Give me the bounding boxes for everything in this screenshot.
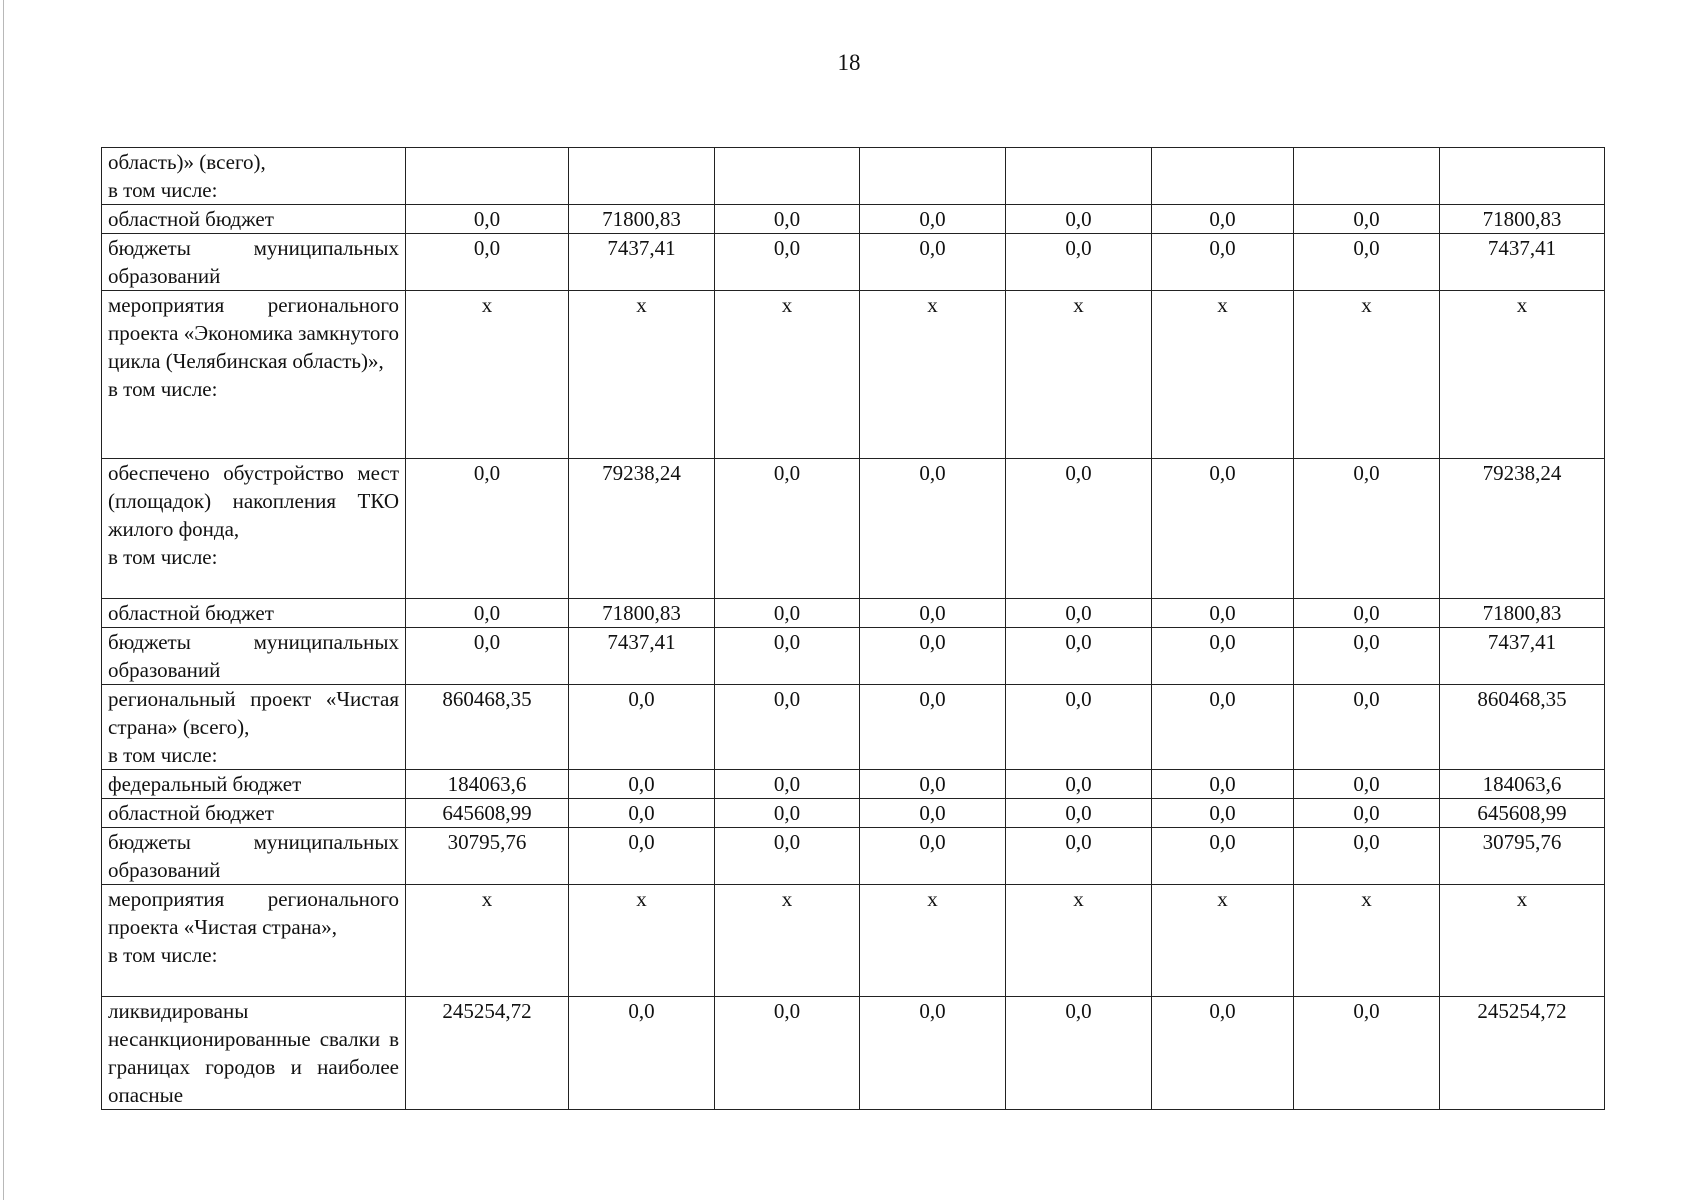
table-row	[102, 234, 1605, 291]
row-label: мероприятия регионального проекта «Чистая страна», в том числе:	[108, 887, 399, 967]
value-cell: 860468,35	[1440, 685, 1605, 770]
value-cell: x	[1006, 291, 1152, 459]
value-cell: 0,0	[1294, 599, 1440, 628]
value-cell: 0,0	[715, 205, 860, 234]
row-label: областной бюджет	[108, 601, 274, 625]
value-cell	[569, 148, 715, 205]
value-cell	[1294, 148, 1440, 205]
value-cell: 0,0	[1006, 459, 1152, 599]
value-cell: 0,0	[1294, 628, 1440, 685]
value-cell: 0,0	[715, 997, 860, 1110]
row-label: областной бюджет	[108, 207, 274, 231]
row-label-cell	[102, 599, 406, 628]
value-cell: 0,0	[1006, 770, 1152, 799]
value-cell: 0,0	[860, 599, 1006, 628]
value-cell: 0,0	[715, 770, 860, 799]
value-cell: 71800,83	[569, 205, 715, 234]
value-cell: x	[860, 291, 1006, 459]
value-cell: 30795,76	[1440, 828, 1605, 885]
value-cell: 0,0	[1152, 234, 1294, 291]
value-cell: 0,0	[569, 799, 715, 828]
table-row	[102, 997, 1605, 1110]
value-cell: 0,0	[569, 828, 715, 885]
value-cell: 0,0	[1006, 997, 1152, 1110]
value-cell: 0,0	[860, 828, 1006, 885]
row-label: бюджеты муниципальных образований	[108, 630, 399, 682]
value-cell: 245254,72	[406, 997, 569, 1110]
value-cell: 0,0	[406, 234, 569, 291]
value-cell: 0,0	[860, 799, 1006, 828]
table-row	[102, 205, 1605, 234]
budget-table	[101, 147, 1605, 1110]
row-label-cell	[102, 148, 406, 205]
value-cell: 0,0	[860, 628, 1006, 685]
value-cell: 7437,41	[569, 234, 715, 291]
value-cell: 0,0	[1152, 828, 1294, 885]
value-cell	[1006, 148, 1152, 205]
row-label-cell	[102, 291, 406, 459]
value-cell: x	[860, 885, 1006, 997]
row-label-cell	[102, 205, 406, 234]
value-cell	[1440, 148, 1605, 205]
value-cell: 0,0	[1006, 234, 1152, 291]
value-cell: 0,0	[569, 997, 715, 1110]
table-row	[102, 828, 1605, 885]
value-cell: 0,0	[1294, 685, 1440, 770]
table-row	[102, 148, 1605, 205]
value-cell: 7437,41	[569, 628, 715, 685]
value-cell: 0,0	[1152, 685, 1294, 770]
row-label: область)» (всего), в том числе:	[108, 150, 266, 202]
value-cell: 0,0	[860, 234, 1006, 291]
value-cell: 0,0	[1152, 799, 1294, 828]
value-cell: x	[1440, 291, 1605, 459]
value-cell: x	[1152, 291, 1294, 459]
table-row	[102, 685, 1605, 770]
row-label: обеспечено обустройство мест (площадок) накопления ТКО жилого фонда, в том числе:	[108, 461, 399, 569]
row-label-cell	[102, 770, 406, 799]
value-cell: 79238,24	[569, 459, 715, 599]
value-cell: 0,0	[569, 770, 715, 799]
value-cell: 0,0	[1294, 997, 1440, 1110]
row-label-cell	[102, 885, 406, 997]
value-cell: 0,0	[715, 628, 860, 685]
value-cell: 0,0	[860, 770, 1006, 799]
value-cell: x	[406, 885, 569, 997]
value-cell	[406, 148, 569, 205]
value-cell: x	[715, 885, 860, 997]
value-cell: 0,0	[1152, 997, 1294, 1110]
row-label-cell	[102, 799, 406, 828]
value-cell: x	[569, 885, 715, 997]
value-cell: 0,0	[1006, 599, 1152, 628]
value-cell: 184063,6	[406, 770, 569, 799]
value-cell: 71800,83	[569, 599, 715, 628]
scan-edge-line	[3, 0, 4, 1200]
value-cell: 0,0	[860, 685, 1006, 770]
value-cell: 0,0	[1294, 205, 1440, 234]
row-label-cell	[102, 828, 406, 885]
value-cell: 79238,24	[1440, 459, 1605, 599]
value-cell: 0,0	[406, 205, 569, 234]
row-label-cell	[102, 459, 406, 599]
value-cell: 0,0	[715, 799, 860, 828]
value-cell: 0,0	[1152, 459, 1294, 599]
row-label: ликвидированы несанкционированные свалки в границах городов и наиболее опасные	[108, 999, 399, 1107]
value-cell: 0,0	[1152, 205, 1294, 234]
value-cell: 645608,99	[406, 799, 569, 828]
value-cell: x	[1440, 885, 1605, 997]
value-cell: 0,0	[1006, 205, 1152, 234]
value-cell: x	[1006, 885, 1152, 997]
value-cell: 0,0	[715, 459, 860, 599]
value-cell: 0,0	[1294, 459, 1440, 599]
value-cell: 0,0	[1006, 828, 1152, 885]
row-label-cell	[102, 628, 406, 685]
value-cell: 7437,41	[1440, 628, 1605, 685]
value-cell: 0,0	[1152, 628, 1294, 685]
table-row	[102, 885, 1605, 997]
value-cell: x	[406, 291, 569, 459]
value-cell: 645608,99	[1440, 799, 1605, 828]
row-label: бюджеты муниципальных образований	[108, 236, 399, 288]
value-cell: 0,0	[715, 828, 860, 885]
table-row	[102, 599, 1605, 628]
row-label-cell	[102, 234, 406, 291]
value-cell: x	[1152, 885, 1294, 997]
value-cell: 30795,76	[406, 828, 569, 885]
value-cell: 0,0	[1006, 799, 1152, 828]
value-cell: 0,0	[1006, 685, 1152, 770]
page-number: 18	[837, 50, 861, 75]
value-cell: 0,0	[1152, 599, 1294, 628]
value-cell: 0,0	[1294, 799, 1440, 828]
value-cell: 0,0	[1294, 234, 1440, 291]
table-body	[102, 148, 1605, 1110]
value-cell: x	[1294, 291, 1440, 459]
row-label: региональный проект «Чистая страна» (всего), в том числе:	[108, 687, 399, 767]
value-cell: 0,0	[406, 459, 569, 599]
value-cell	[860, 148, 1006, 205]
row-label: бюджеты муниципальных образований	[108, 830, 399, 882]
value-cell: 0,0	[715, 685, 860, 770]
table-row	[102, 459, 1605, 599]
row-label: федеральный бюджет	[108, 772, 302, 796]
value-cell	[1152, 148, 1294, 205]
value-cell: 0,0	[1152, 770, 1294, 799]
value-cell: 184063,6	[1440, 770, 1605, 799]
value-cell: 860468,35	[406, 685, 569, 770]
value-cell: 0,0	[406, 628, 569, 685]
value-cell: 71800,83	[1440, 599, 1605, 628]
value-cell: 0,0	[860, 205, 1006, 234]
table-row	[102, 770, 1605, 799]
table-row	[102, 799, 1605, 828]
value-cell: x	[715, 291, 860, 459]
value-cell: 245254,72	[1440, 997, 1605, 1110]
value-cell: 0,0	[1294, 770, 1440, 799]
row-label: мероприятия регионального проекта «Экономика замкнутого цикла (Челябинская область)», в том числе:	[108, 293, 399, 401]
value-cell: x	[1294, 885, 1440, 997]
row-label-cell	[102, 997, 406, 1110]
value-cell: 0,0	[860, 997, 1006, 1110]
value-cell: 0,0	[860, 459, 1006, 599]
value-cell: 0,0	[715, 234, 860, 291]
value-cell: 0,0	[1006, 628, 1152, 685]
value-cell: x	[569, 291, 715, 459]
value-cell: 71800,83	[1440, 205, 1605, 234]
table-row	[102, 628, 1605, 685]
table-row	[102, 291, 1605, 459]
value-cell: 0,0	[715, 599, 860, 628]
row-label: областной бюджет	[108, 801, 274, 825]
row-label-cell	[102, 685, 406, 770]
value-cell: 0,0	[406, 599, 569, 628]
value-cell	[715, 148, 860, 205]
value-cell: 0,0	[569, 685, 715, 770]
value-cell: 7437,41	[1440, 234, 1605, 291]
value-cell: 0,0	[1294, 828, 1440, 885]
